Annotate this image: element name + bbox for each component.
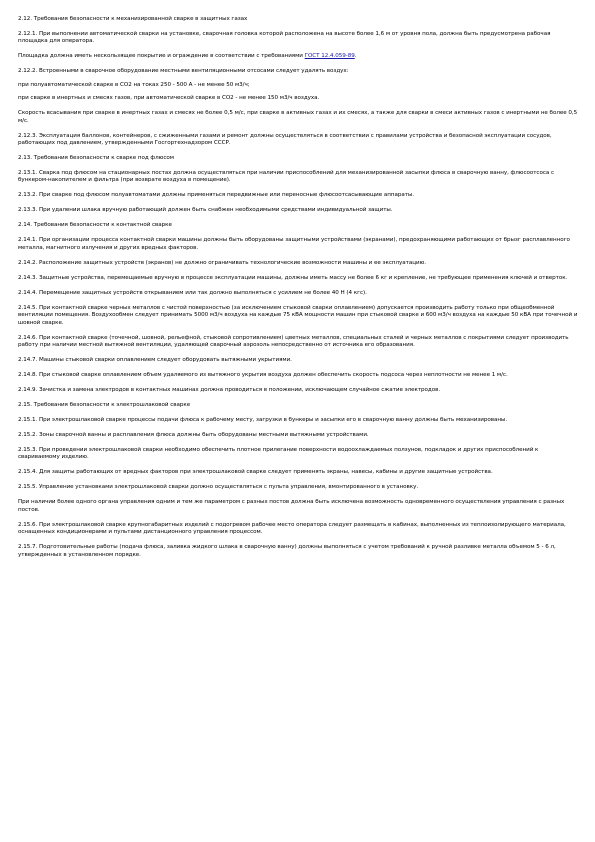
section-heading-2-15: 2.15. Требования безопасности к электрошлаковой сварке <box>18 402 191 409</box>
paragraph-2-15-7: 2.15.7. Подготовительные работы (подача флюса, заливка жидкого шлака в сварочную ванну) должны выполняться с учетом требований к ручной разливке металла объемом 5 - 6 л, утвержденных в установленном порядке. <box>18 544 556 558</box>
paragraph-2-12-2: 2.12.2. Встроенными в сварочное оборудование местными вентиляционными отсосами следует удалять воздух: <box>18 68 349 75</box>
paragraph-2-14-1: 2.14.1. При организации процесса контактной сварки машины должны быть оборудованы защитными устройствами (экранами), предохраняющими работающих от брызг расплавленного металла, магнитного излучения и других вредных факторов. <box>18 237 570 251</box>
paragraph-2-13-1: 2.13.1. Сварка под флюсом на стационарных постах должна осуществляться при наличии приспособлений для механизированной засыпки флюса в сварочную ванну, флюсоотсоса с бункером-накопителем и фильтра (при возврате воздуха в помещение). <box>18 170 554 184</box>
section-heading-2-13: 2.13. Требования безопасности к сварке под флюсом <box>18 155 174 162</box>
paragraph-2-14-9: 2.14.9. Зачистка и замена электродов в контактных машинах должна проводиться в положении, исключающем случайное сжатие электродов. <box>18 387 441 394</box>
paragraph-semiauto: при полуавтоматической сварке в CO2 на токах 250 - 500 А - не менее 50 м3/ч; <box>18 81 250 88</box>
paragraph-2-14-4: 2.14.4. Перемещение защитных устройств открыванием или так должно выполняться с усилием не более 40 Н (4 кгс). <box>18 289 367 296</box>
paragraph-2-14-6: 2.14.6. При контактной сварке (точечной, шовной, рельефной, стыковой сопротивлением) цветных металлов, специальных сталей и черных металлов с покрытиями следует производить работу при наличии местной вытяжной вентиляции, удаляющей сварочный аэрозоль непосредственно от источника его образования. <box>18 334 569 349</box>
paragraph-multi-post: При наличии более одного органа управления одним и тем же параметром с разных постов должна быть исключена возможность одновременного осуществления управления с разных постов. <box>18 499 565 513</box>
paragraph-platform <box>18 53 578 60</box>
paragraph-2-15-4: 2.15.4. Для защиты работающих от вредных факторов при электрошлаковой сварке следует применять экраны, навесы, кабины и другие защитные устройства. <box>18 469 493 476</box>
gost-link[interactable]: ГОСТ 12.4.059-89 <box>304 53 355 60</box>
paragraph-2-14-3: 2.14.3. Защитные устройства, перемещаемые вручную в процессе эксплуатации машины, должны иметь массу не более 6 кг и крепление, не требующее применения ключей и отверток. <box>18 274 568 281</box>
paragraph-2-14-8: 2.14.8. При стыковой сварке оплавлением объем удаляемого из вытяжного укрытия воздуха должен обеспечить скорость подсоса через неплотности не менее 1 м/с. <box>18 372 508 379</box>
section-heading-2-12: 2.12. Требования безопасности к механизированной сварке в защитных газах <box>18 16 248 22</box>
paragraph-inert: при сварке в инертных и смесях газов, при автоматической сварке в CO2 - не менее 150 м3/ч воздуха. <box>18 95 320 102</box>
paragraph-2-13-3: 2.13.3. При удалении шлака вручную работающий должен быть снабжен необходимыми средствами индивидуальной защиты. <box>18 207 393 214</box>
paragraph-2-14-5: 2.14.5. При контактной сварке черных металлов с чистой поверхностью (за исключением стыковой сварки оплавлением) допускается производить работу только при общеобменной вентиляции помещения. Воздухообмен следует принимать 5000 м3/ч воздуха на каждые 75 кВА мощности машин при стыковой сварке и 600 м3/ч воздуха на каждые 50 кВА при точечной и шовной сварке. <box>18 304 578 326</box>
paragraph-platform-text: Площадка должна иметь нескользящее покрытие и ограждение в соответствии с требованиями <box>18 53 305 60</box>
paragraph-2-13-2: 2.13.2. При сварке под флюсом полуавтоматами должны применяться передвижные или переносные флюсоотсасывающие аппараты. <box>18 192 415 199</box>
section-heading-2-14: 2.14. Требования безопасности к контактной сварке <box>18 222 172 229</box>
paragraph-2-15-2: 2.15.2. Зоны сварочной ванны и расплавления флюса должны быть оборудованы местными вытяжными устройствами. <box>18 432 369 439</box>
paragraph-2-15-3: 2.15.3. При проведении электрошлаковой сварки необходимо обеспечить плотное прилегание поверхности водоохлаждаемых ползунов, подкладок и других приспособлений к свариваемому изделию. <box>18 447 539 461</box>
paragraph-2-15-5: 2.15.5. Управление установками электрошлаковой сварки должно осуществляться с пульта управления, вмонтированного в установку. <box>18 484 419 491</box>
paragraph-2-15-6: 2.15.6. При электрошлаковой сварке крупногабаритных изделий с подогревом рабочее место оператора следует размещать в кабинах, выполненных из теплоизолирующего материала, оснащенных кондиционерами и пультами дистанционного управления процессом. <box>18 521 566 536</box>
paragraph-2-12-1: 2.12.1. При выполнении автоматической сварки на установке, сварочная головка которой расположена на высоте более 1,6 м от уровня пола, должна быть предусмотрена рабочая площадка для оператора. <box>18 31 551 45</box>
document-body <box>18 16 578 567</box>
paragraph-2-15-1: 2.15.1. При электрошлаковой сварке процессы подачи флюса к рабочему месту, загрузки в бункеры и засыпки его в сварочную ванну должны быть механизированы. <box>18 417 508 424</box>
paragraph-suction: Скорость всасывания при сварке в инертных газах и смесях не более 0,5 м/с, при сварке в активных газах и их смесях, а также для сварки в смеси активных газов с инертными не более 0,5 м/с. <box>18 110 578 124</box>
paragraph-platform-end: . <box>354 53 357 60</box>
paragraph-2-14-7: 2.14.7. Машины стыковой сварки оплавлением следует оборудовать вытяжными укрытиями. <box>18 357 292 364</box>
paragraph-2-12-3: 2.12.3. Эксплуатация баллонов, контейнеров, с сжиженными газами и ремонт должны осуществляться в соответствии с правилами устройства и безопасной эксплуатации сосудов, работающих под давлением, утвержденными Госгортехнадзором СССР. <box>18 132 552 147</box>
paragraph-2-14-2: 2.14.2. Расположение защитных устройств (экранов) не должно ограничивать технологические возможности машины и ее эксплуатацию. <box>18 259 426 266</box>
